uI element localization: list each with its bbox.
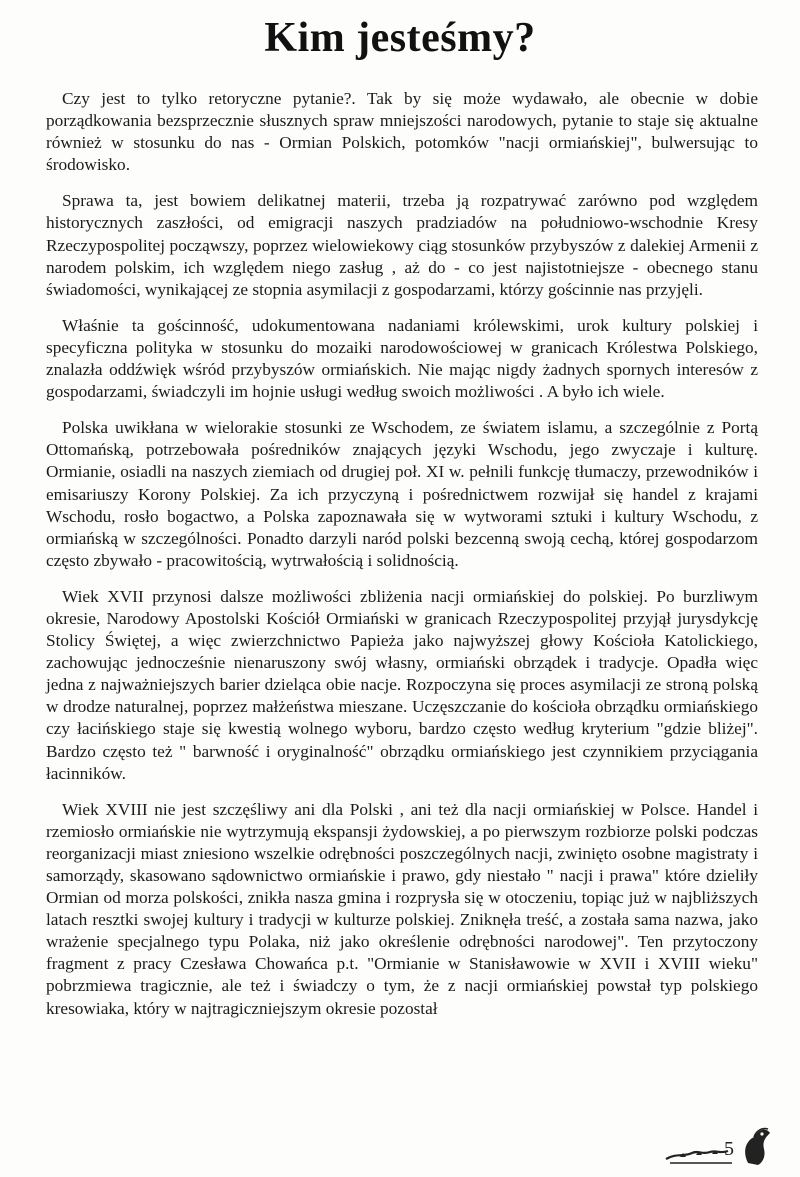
page-title: Kim jesteśmy? (264, 15, 536, 61)
paragraph-3: Właśnie ta gościnność, udokumentowana nadaniami królewskimi, urok kultury polskiej i specyficzna polityka w stosunku do mozaiki narodowościowej w granicach Królestwa Polskiego, znalazła oddźwięk wśród przybyszów ormiańskich. Nie mając nigdy żadnych spornych interesów z gospodarzami, świadczyli im hojnie usługi według swoich możliwości . A było ich wiele. (46, 315, 758, 402)
article-body (46, 88, 758, 1034)
paragraph-5: Wiek XVII przynosi dalsze możliwości zbliżenia nacji ormiańskiej do polskiej. Po burzliwym okresie, Narodowy Apostolski Kościół Ormiański w granicach Rzeczypospolitej przyjął jurysdykcję Stolicy Świętej, a więc zwierzchnictwo Papieża jako najwyższej głowy Kościoła Katolickiego, zachowując jednocześnie nienaruszony swój własny, ormiański obrządek i tradycje. Opadła więc jedna z najważniejszych barier dzieląca obie nacje. Rozpoczyna się proces asymilacji ze stroną polską w drodze naturalnej, poprzez małżeństwa mieszane. Uczęszczanie do kościoła obrządku ormiańskiego czy łacińskiego staje się kwestią wolnego wyboru, bardzo często według kryterium "gdzie bliżej". Bardzo często też " barwność i oryginalność" obrządku ormiańskiego jest czynnikiem przyciągania łacinników. (46, 586, 758, 783)
page-number: 5 (724, 1138, 734, 1160)
paragraph-6: Wiek XVIII nie jest szczęśliwy ani dla Polski , ani też dla nacji ormiańskiej w Polsce. Handel i rzemiosło ormiańskie nie wytrzymują ekspansji żydowskiej, a po pierwszym rozbiorze polski podczas reorganizacji miast zniesiono wszelkie odrębności poszczególnych nacji, zwinięto osobne magistraty i samorządy, skasowano sądownictwo ormiańskie i prawo, gdy niestało " nacji i prawa" które dzieliły Ormian od morza polskości, znikła nasza gmina i rozprysła się w otoczeniu, topiąc już w najbliższych latach resztki swojej kultury i tradycji w kulturze polskiej. Zniknęła treść, a została sama nazwa, jako wrażenie specjalnego typu Polaka, niż jako określenie odrębności narodowej". Ten przytoczony fragment z pracy Czesława Chowańca p.t. "Ormianie w Stanisławowie w XVII i XVIII wieku" pobrzmiewa tragicznie, ale też i świadczy o tym, że z nacji ormiańskiej powstał typ polskiego kresowiaka, który w najtragiczniejszym okresie pozostał (46, 799, 758, 1018)
paragraph-1: Czy jest to tylko retoryczne pytanie?. Tak by się może wydawało, ale obecnie w dobie porządkowania bezsprzecznie słusznych spraw mniejszości narodowych, pytanie to staje się aktualne również w stosunku do nas - Ormian Polskich, potomków "nacji ormiańskiej", bulwersując to środowisko. (46, 89, 758, 175)
paragraph-2: Sprawa ta, jest bowiem delikatnej materii, trzeba ją rozpatrywać zarówno pod względem historycznych zaszłości, od emigracji naszych pradziadów na południowo-wschodnie Kresy Rzeczypospolitej począwszy, poprzez wielowiekowy ciąg stosunków przybyszów z dalekiej Armenii z narodem polskim, ich względem niego zasług , aż do - co jest najistotniejsze - obecnego stanu świadomości, wynikającej ze stopnia asymilacji z gospodarzami, którzy gościnnie nas przyjęli. (46, 191, 758, 299)
paragraph-4: Polska uwikłana w wielorakie stosunki ze Wschodem, ze światem islamu, a szczególnie z Portą Ottomańską, potrzebowała pośredników znających języki Wschodu, jego zwyczaje i kulturę. Ormianie, osiadli na naszych ziemiach od drugiej poł. XI w. pełnili funkcję tłumaczy, przewodników i emisariuszy Korony Polskiej. Za ich przyczyną i pośrednictwem rozwijał się handel z krajami Wschodu, rosło bogactwo, a Polska zapoznawała się w wytworami sztuki i kultury Wschodu, z ormiańską w szczególności. Ponadto darzyli naród polski bezcenną swoją cechą, której gospodarzom często zbywało - pracowitością, wytrwałością i solidnością. (46, 418, 758, 570)
ornament-icon (662, 1107, 772, 1167)
page-footer (662, 1107, 772, 1167)
